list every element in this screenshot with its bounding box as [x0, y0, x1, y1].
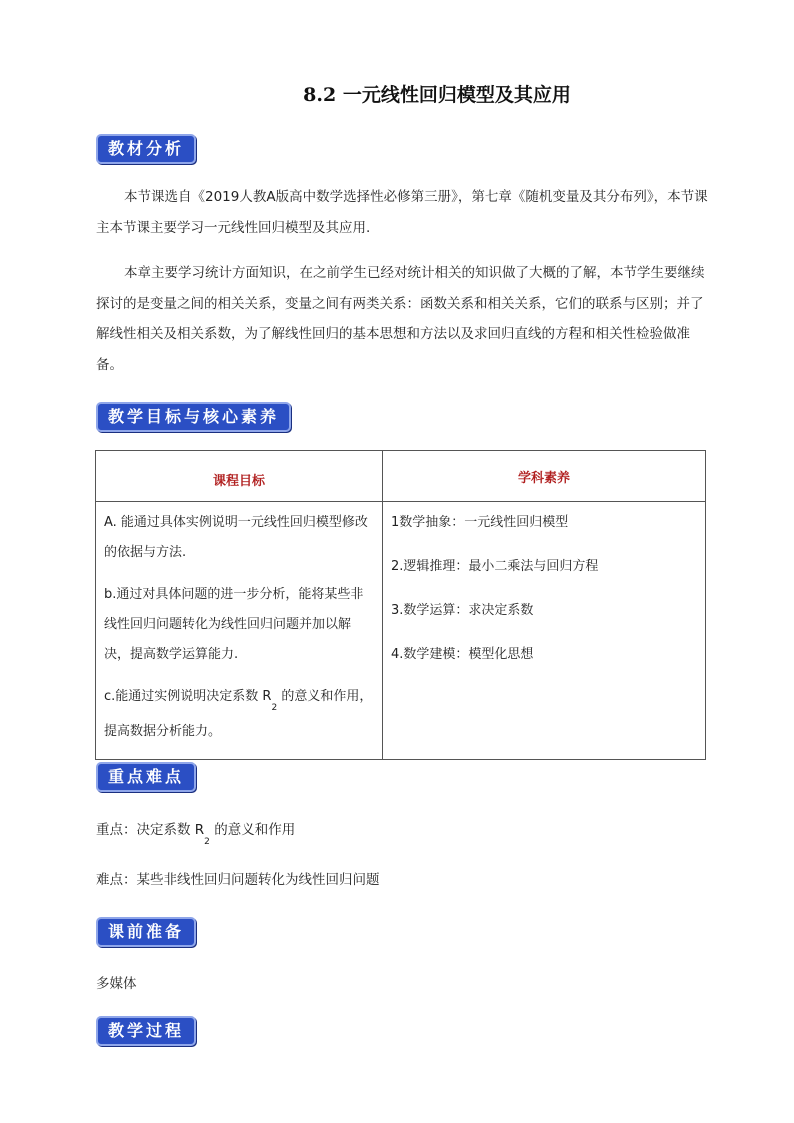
objective-c-subscript: 2	[271, 702, 278, 713]
goals-table-header-row	[96, 451, 706, 502]
header-subject-literacy: 学科素养	[383, 451, 706, 502]
section-badge-keypoints: 重点难点	[96, 762, 196, 792]
literacy-item: 1数学抽象：一元线性回归模型	[391, 515, 569, 530]
section-badge-analysis: 教材分析	[96, 134, 196, 164]
key-point-line	[96, 818, 296, 847]
difficulty-line: 难点：某些非线性回归问题转化为线性回归问题	[96, 872, 380, 888]
literacy-cell	[383, 502, 706, 760]
objective-c	[104, 682, 374, 747]
literacy-item: 2.逻辑推理：最小二乘法与回归方程	[391, 559, 599, 574]
literacy-item: 4.数学建模：模型化思想	[391, 647, 534, 662]
section-badge-process: 教学过程	[96, 1016, 196, 1046]
objective-a: A. 能通过具体实例说明一元线性回归模型修改的依据与方法.	[104, 515, 368, 560]
objective-c-post: 的意义和作用，提高数据分析能力。	[104, 689, 373, 739]
objectives-cell	[96, 502, 383, 760]
goals-table	[95, 450, 706, 760]
objective-b: b.通过对具体问题的进一步分析，能将某些非线性回归问题转化为线性回归问题并加以解决，提高数学运算能力.	[104, 587, 364, 662]
analysis-paragraph-2: 本章主要学习统计方面知识，在之前学生已经对统计相关的知识做了大概的了解，本节学生要继续探讨的是变量之间的相关关系，变量之间有两类关系：函数关系和相关关系，它们的联系与区别；并了解线性相关及相关系数，为了解线性回归的基本思想和方法以及求回归直线的方程和相关性检验做准备。	[96, 265, 705, 373]
objective-c-pre: c.能通过实例说明决定系数 R	[104, 689, 272, 704]
key-point-pre: 重点：决定系数 R	[96, 822, 205, 838]
literacy-item: 3.数学运算：求决定系数	[391, 603, 534, 618]
page-title: 8.2 一元线性回归模型及其应用	[303, 84, 571, 106]
analysis-paragraph-1: 本节课选自《2019人教A版高中数学选择性必修第三册》，第七章《随机变量及其分布列》，本节课主本节课主要学习一元线性回归模型及其应用.	[96, 189, 708, 236]
section-badge-goals: 教学目标与核心素养	[96, 402, 291, 432]
key-point-subscript: 2	[204, 836, 210, 847]
header-course-objectives: 课程目标	[96, 451, 383, 502]
section-badge-prep: 课前准备	[96, 917, 196, 947]
goals-table-body-row	[96, 502, 706, 760]
prep-text: 多媒体	[96, 976, 137, 992]
key-point-post: 的意义和作用	[209, 822, 296, 838]
